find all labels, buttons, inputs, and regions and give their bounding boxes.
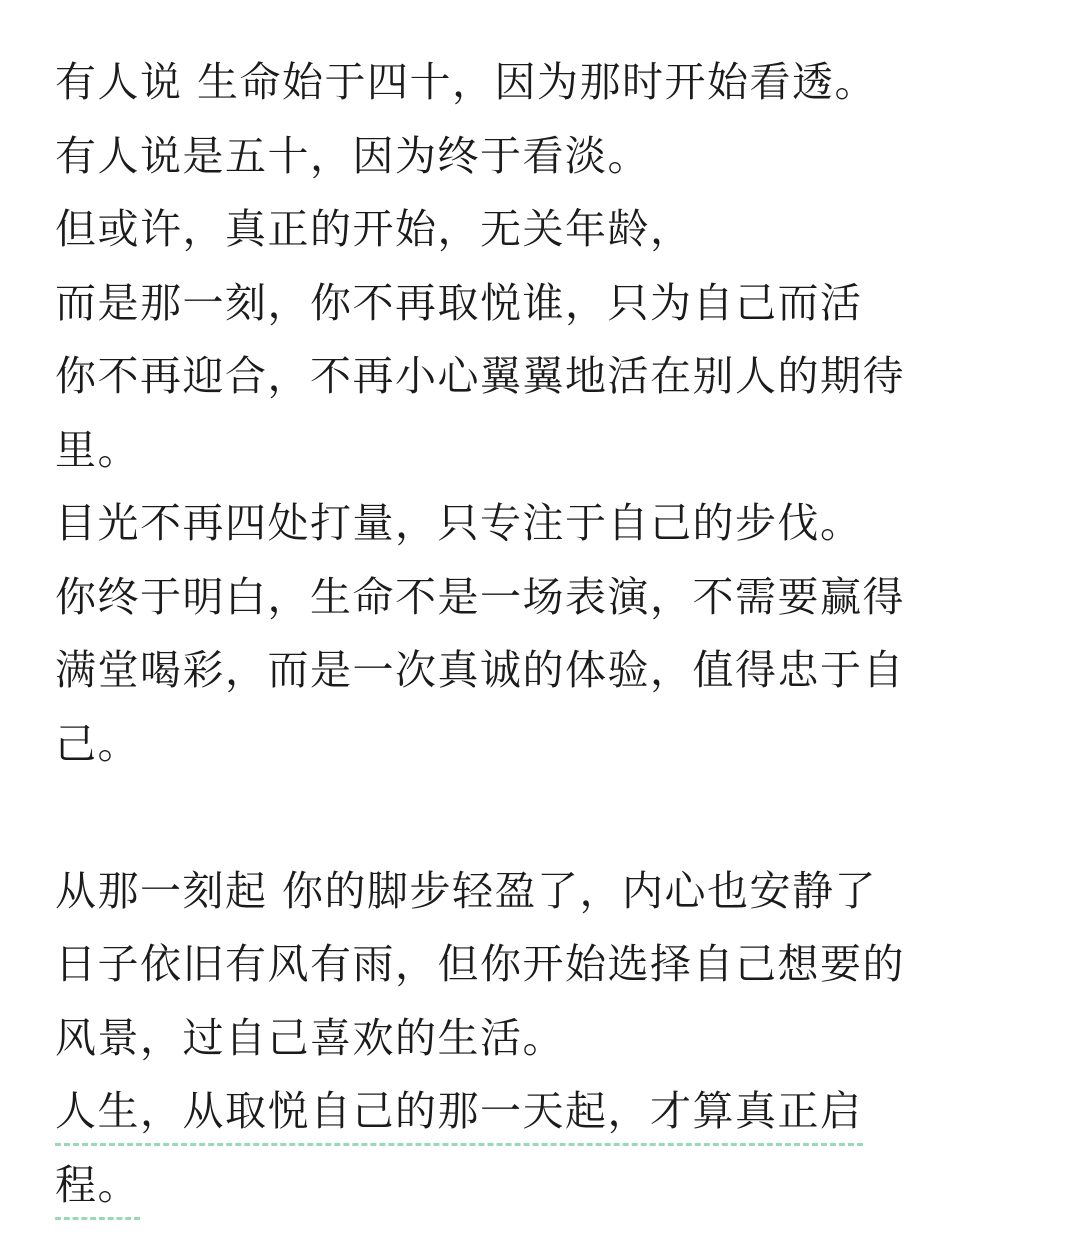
highlighted-text[interactable]: 程。 xyxy=(55,1155,140,1220)
text-line: 你不再迎合，不再小心翼翼地活在别人的期待 xyxy=(55,352,905,400)
text-line: 己。 xyxy=(55,719,140,768)
text-line: 里。 xyxy=(55,425,140,474)
text-line: 满堂喝彩，而是一次真诚的体验，值得忠于自 xyxy=(55,646,905,694)
text-line: 有人说 生命始于四十，因为那时开始看透。 xyxy=(55,58,878,106)
text-line: 但或许，真正的开始，无关年龄， xyxy=(55,205,693,253)
text-line: 而是那一刻，你不再取悦谁，只为自己而活 xyxy=(55,278,863,327)
highlighted-line xyxy=(55,1075,1050,1149)
text-line: 你终于明白，生命不是一场表演，不需要赢得 xyxy=(55,572,905,621)
text-line: 风景，过自己喜欢的生活。 xyxy=(55,1013,565,1062)
text-line: 目光不再四处打量，只专注于自己的步伐。 xyxy=(55,499,863,547)
highlighted-text[interactable]: 人生，从取悦自己的那一天起，才算真正启 xyxy=(55,1081,863,1146)
text-line: 日子依旧有风有雨，但你开始选择自己想要的 xyxy=(55,940,905,988)
paragraph-gap xyxy=(55,781,1050,855)
text-line: 从那一刻起 你的脚步轻盈了，内心也安静了 xyxy=(55,866,878,915)
text-line: 有人说是五十，因为终于看淡。 xyxy=(55,131,650,180)
highlighted-line xyxy=(55,1149,1050,1223)
